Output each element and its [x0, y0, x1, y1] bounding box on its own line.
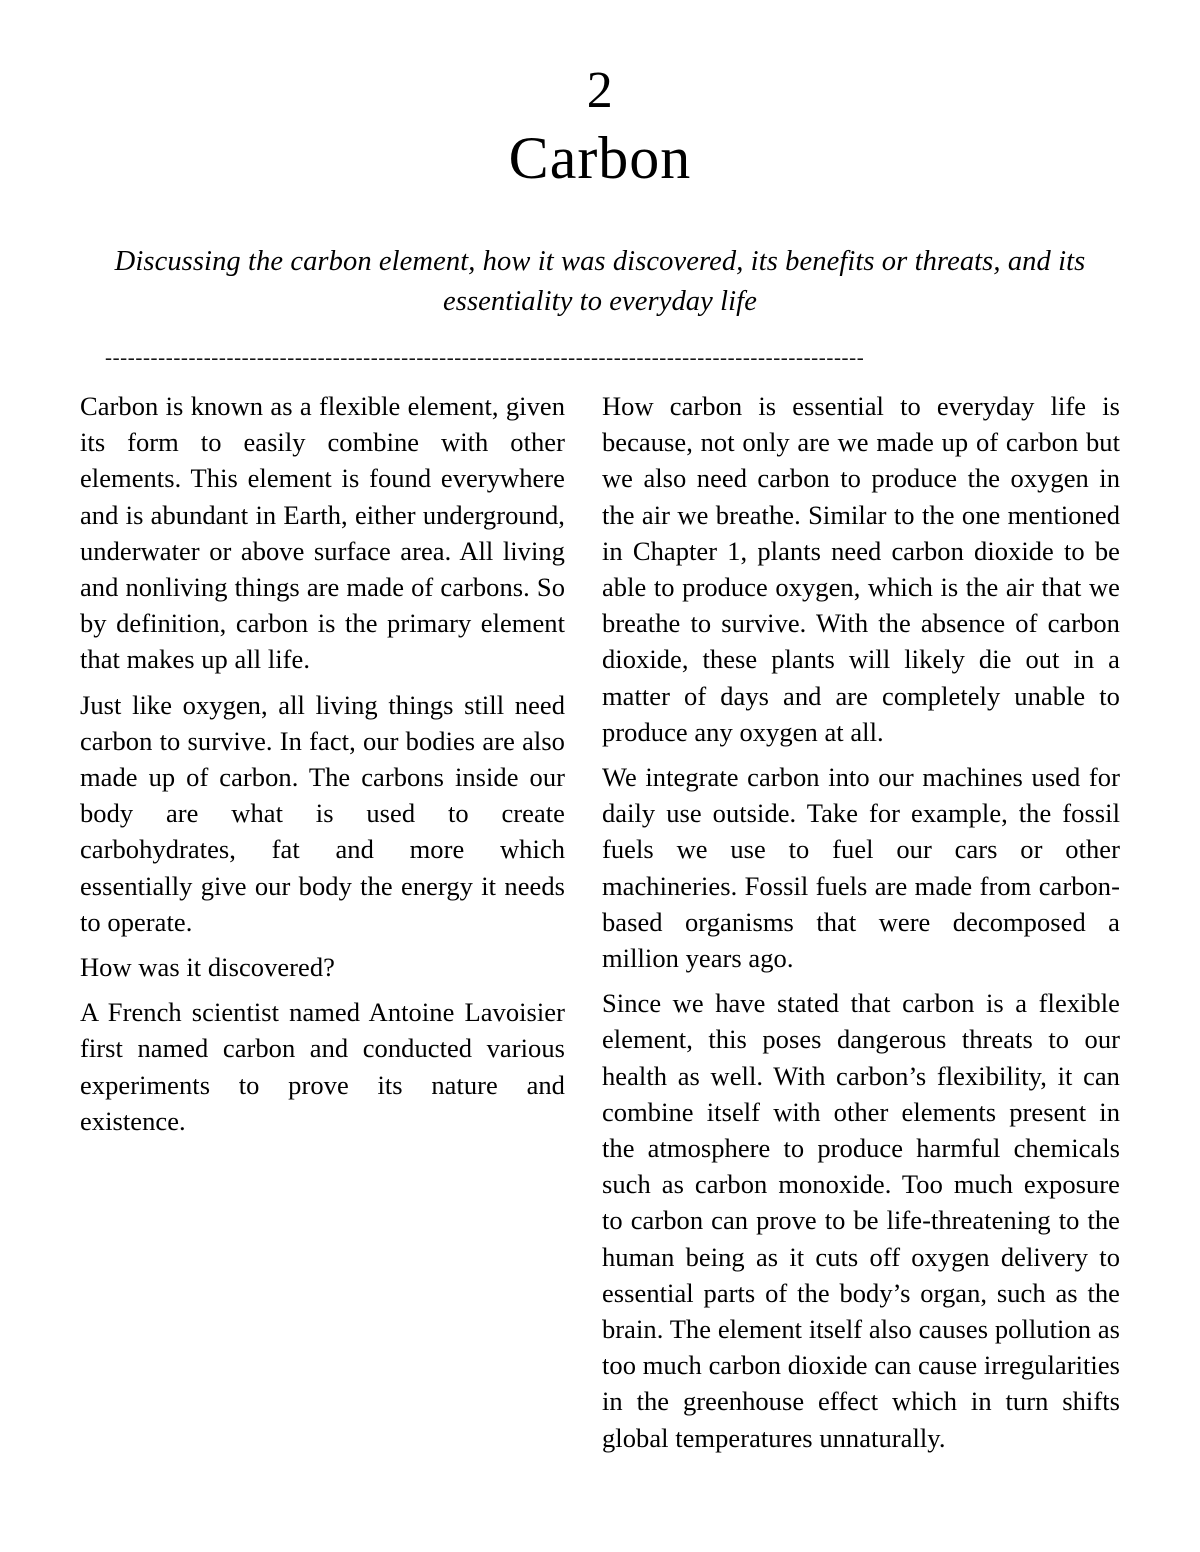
section-divider: ---------------------------------------------------------------------------------------------------- — [105, 348, 865, 366]
right-column — [602, 388, 1120, 1456]
chapter-number: 2 — [586, 62, 614, 119]
chapter-header — [0, 0, 1200, 194]
paragraph: We integrate carbon into our machines used for daily use outside. Take for example, the fossil fuels we use to fuel our cars or other machineries. Fossil fuels are made from carbon-based organisms that were decomposed a million years ago. — [602, 762, 1120, 974]
paragraph: How was it discovered? — [80, 952, 335, 983]
chapter-title: Carbon — [508, 125, 692, 191]
paragraph: How carbon is essential to everyday life is because, not only are we made up of carbon but we also need carbon to produce the oxygen in the air we breathe. Similar to the one mentioned in Chapter 1, plants need carbon dioxide to be able to produce oxygen, which is the air that we breathe to survive. With the absence of carbon dioxide, these plants will likely die out in a matter of days and are completely unable to produce any oxygen at all. — [602, 391, 1120, 747]
body-columns — [80, 388, 1120, 1456]
paragraph: A French scientist named Antoine Lavoisier first named carbon and conducted various experiments to prove its nature and existence. — [80, 997, 565, 1136]
paragraph: Since we have stated that carbon is a flexible element, this poses dangerous threats to our health as well. With carbon’s flexibility, it can combine itself with other elements present in the atmosphere to produce harmful chemicals such as carbon monoxide. Too much exposure to carbon can prove to be life-threatening to the human being as it cuts off oxygen delivery to essential parts of the body’s organ, such as the brain. The element itself also causes pollution as too much carbon dioxide can cause irregularities in the greenhouse effect which in turn shifts global temperatures unnaturally. — [602, 988, 1120, 1453]
paragraph: Just like oxygen, all living things still need carbon to survive. In fact, our bodies are also made up of carbon. The carbons inside our body are what is used to create carbohydrates, fat and more which essentially give our body the energy it needs to operate. — [80, 689, 565, 937]
paragraph: Carbon is known as a flexible element, given its form to easily combine with other elements. This element is found everywhere and is abundant in Earth, either underground, underwater or above surface area. All living and nonliving things are made of carbons. So by definition, carbon is the primary element that makes up all life. — [80, 391, 565, 675]
chapter-subtitle: Discussing the carbon element, how it was discovered, its benefits or threats, and its essentiality to everyday life — [114, 246, 1086, 317]
left-column — [80, 388, 565, 1139]
